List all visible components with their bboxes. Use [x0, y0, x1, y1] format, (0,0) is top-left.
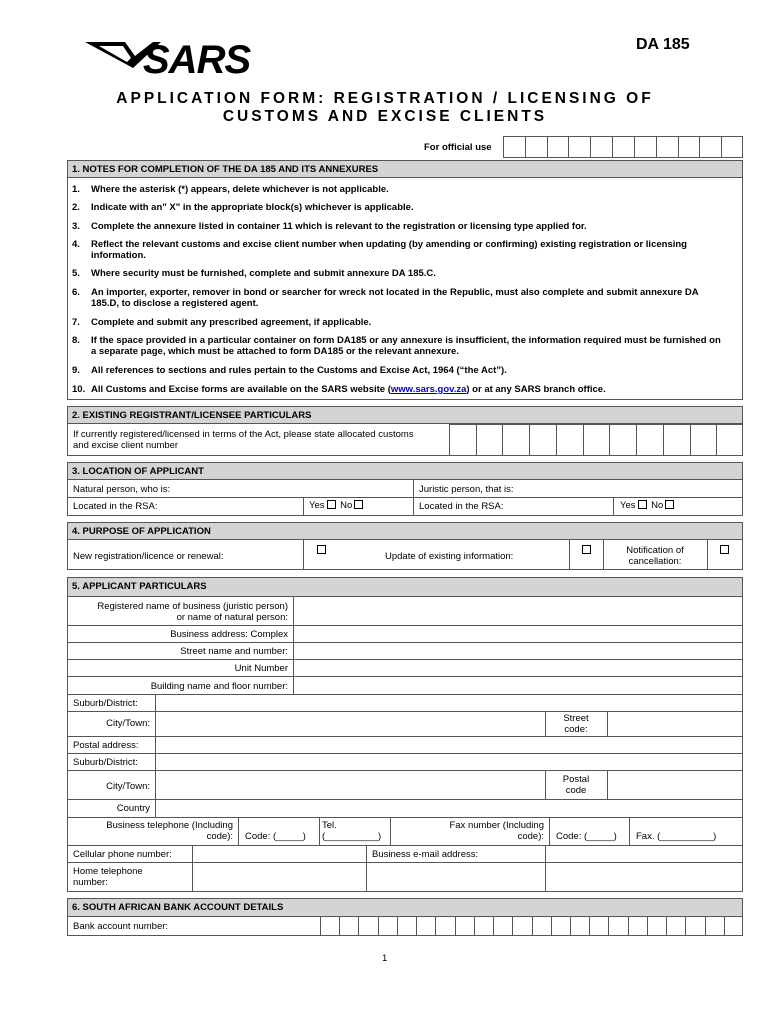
note-8-text: If the space provided in a particular container on form DA185 or any annexure is insufficient, the information required must be furnished on a separate page, which must be attached to form DA185 or the relevant annexure.	[91, 335, 721, 357]
official-use-cell-divider	[721, 136, 722, 158]
client-number-cell-divider	[636, 424, 637, 456]
postal-input[interactable]	[156, 737, 742, 753]
natural-no-label: No	[340, 500, 353, 511]
registered-name-line2: or name of natural person:	[176, 612, 288, 623]
form-code: DA 185	[636, 36, 690, 53]
note-7-num: 7.	[72, 317, 80, 328]
bank-account-cell-divider	[724, 917, 725, 936]
juristic-person-label: Juristic person, that is:	[419, 484, 514, 495]
cancellation-label: Notification of cancellation:	[626, 545, 684, 567]
postal-suburb-input[interactable]	[156, 754, 742, 770]
fax-line1: Fax number (Including	[449, 820, 544, 831]
postal-code-line1: Postal	[562, 774, 590, 785]
street-code-line2: code:	[564, 724, 588, 735]
bank-account-label: Bank account number:	[73, 921, 169, 932]
section1-frame	[67, 160, 743, 400]
juristic-located-label: Located in the RSA:	[419, 501, 504, 512]
postal-code-input[interactable]	[608, 771, 742, 799]
juristic-no-checkbox[interactable]	[665, 500, 674, 509]
sars-website-link[interactable]: www.sars.gov.za	[390, 384, 467, 395]
client-number-cell-divider	[529, 424, 530, 456]
postal-city-label: City/Town:	[106, 781, 150, 792]
official-use-cell-divider	[590, 136, 591, 158]
section4-title: 4. PURPOSE OF APPLICATION	[67, 522, 743, 540]
street-code-input[interactable]	[608, 712, 742, 736]
note-4-num: 4.	[72, 239, 80, 250]
natural-yes-no	[309, 500, 365, 511]
note-7	[74, 318, 724, 329]
client-number-boxes[interactable]	[449, 424, 743, 456]
bank-account-cell-divider	[455, 917, 456, 936]
bank-account-cell-divider	[435, 917, 436, 936]
natural-yes-checkbox[interactable]	[327, 500, 336, 509]
client-number-cell-divider	[609, 424, 610, 456]
bank-account-cell-divider	[551, 917, 552, 936]
bank-account-cell-divider	[608, 917, 609, 936]
bank-account-cell-divider	[339, 917, 340, 936]
postal-code-label	[546, 774, 606, 796]
suburb-label: Suburb/District:	[73, 698, 138, 709]
street-code-line1: Street	[563, 713, 589, 724]
note-3-num: 3.	[72, 221, 80, 232]
note-5-num: 5.	[72, 268, 80, 279]
bank-account-cell-divider	[493, 917, 494, 936]
note-5-text: Where security must be furnished, complete and submit annexure DA 185.C.	[91, 268, 436, 279]
country-input[interactable]	[156, 800, 742, 817]
client-number-cell-divider	[556, 424, 557, 456]
fax-line2: code):	[517, 831, 544, 842]
client-number-cell-divider	[502, 424, 503, 456]
bank-account-cell-divider	[512, 917, 513, 936]
postal-suburb-label: Suburb/District:	[73, 757, 138, 768]
building-label: Building name and floor number:	[150, 681, 288, 692]
home-tel-label	[73, 866, 143, 888]
section3-title: 3. LOCATION OF APPLICANT	[67, 462, 743, 480]
business-tel-number[interactable]	[322, 820, 381, 842]
bank-account-cell-divider	[685, 917, 686, 936]
cellular-input[interactable]	[193, 846, 366, 862]
registered-name-input[interactable]	[294, 598, 742, 625]
juristic-yes-no	[620, 500, 676, 511]
page-number: 1	[382, 953, 388, 964]
note-8	[74, 336, 724, 357]
note-10	[74, 385, 724, 396]
cellular-label: Cellular phone number:	[73, 849, 172, 860]
official-use-cell-divider	[547, 136, 548, 158]
complex-input[interactable]	[294, 626, 742, 642]
client-number-label: If currently registered/licensed in terms of the Act, please state allocated customs and excise client number	[73, 429, 414, 451]
bank-account-cell-divider	[628, 917, 629, 936]
juristic-no-label: No	[651, 500, 664, 511]
cancellation-checkbox[interactable]	[720, 545, 729, 554]
registered-name-label	[70, 601, 288, 623]
official-use-cell-divider	[678, 136, 679, 158]
sars-logo	[85, 38, 255, 82]
form-title-line2: CUSTOMS AND EXCISE CLIENTS	[222, 108, 548, 125]
bank-account-cell-divider	[358, 917, 359, 936]
email-label: Business e-mail address:	[372, 849, 479, 860]
section2-title: 2. EXISTING REGISTRANT/LICENSEE PARTICULARS	[67, 406, 743, 424]
business-tel-code[interactable]: Code: (_____)	[245, 831, 306, 842]
note-4	[74, 240, 724, 261]
bank-account-cell-divider	[589, 917, 590, 936]
natural-person-label: Natural person, who is:	[73, 484, 171, 495]
section1-title: 1. NOTES FOR COMPLETION OF THE DA 185 AND ITS ANNEXURES	[67, 160, 743, 178]
official-use-cell-divider	[525, 136, 526, 158]
note-1-text: Where the asterisk (*) appears, delete whichever is not applicable.	[91, 184, 389, 195]
bank-account-cell-divider	[397, 917, 398, 936]
postal-code-line2: code	[565, 785, 587, 796]
section5-title: 5. APPLICANT PARTICULARS	[67, 577, 743, 597]
city-input[interactable]	[156, 712, 545, 736]
home-tel-line2: number:	[73, 877, 108, 888]
bank-account-cell-divider	[666, 917, 667, 936]
postal-city-input[interactable]	[156, 771, 545, 799]
business-tel-line1: Business telephone (Including	[106, 820, 233, 831]
street-input[interactable]	[294, 643, 742, 659]
official-use-cell-divider	[612, 136, 613, 158]
note-10-text-b: ) or at any SARS branch office.	[466, 384, 606, 395]
note-8-num: 8.	[72, 335, 80, 346]
note-4-text: Reflect the relevant customs and excise client number when updating (by amending or confirming) existing registration or licensing information.	[91, 239, 687, 261]
official-use-cell-divider	[634, 136, 635, 158]
unit-input[interactable]	[294, 660, 742, 676]
natural-no-checkbox[interactable]	[354, 500, 363, 509]
bank-account-cell-divider	[570, 917, 571, 936]
client-number-cell-divider	[476, 424, 477, 456]
note-9	[74, 366, 724, 377]
email-input[interactable]	[546, 846, 742, 862]
new-registration-checkbox[interactable]	[317, 545, 326, 554]
juristic-yes-label: Yes	[620, 500, 636, 511]
natural-located-label: Located in the RSA:	[73, 501, 158, 512]
official-use-cell-divider	[699, 136, 700, 158]
natural-yes-label: Yes	[309, 500, 325, 511]
note-9-num: 9.	[72, 365, 80, 376]
fax-number[interactable]: Fax. (__________)	[636, 831, 717, 842]
bank-account-cell-divider	[378, 917, 379, 936]
building-input[interactable]	[294, 677, 742, 694]
business-tel-line2: code):	[206, 831, 233, 842]
postal-label: Postal address:	[73, 740, 139, 751]
bank-account-cell-divider	[647, 917, 648, 936]
official-use-cell-divider	[568, 136, 569, 158]
section6-title: 6. SOUTH AFRICAN BANK ACCOUNT DETAILS	[67, 898, 743, 917]
official-use-label: For official use	[424, 142, 492, 153]
note-6-num: 6.	[72, 287, 80, 298]
client-number-cell-divider	[583, 424, 584, 456]
country-label: Country	[116, 803, 150, 814]
note-1	[74, 185, 724, 196]
note-2	[74, 203, 724, 214]
update-info-label: Update of existing information:	[385, 551, 514, 562]
note-10-num: 10.	[72, 384, 86, 395]
note-1-num: 1.	[72, 184, 80, 195]
juristic-yes-checkbox[interactable]	[638, 500, 647, 509]
note-3-text: Complete the annexure listed in container 11 which is relevant to the registration or licensing type applied for.	[91, 221, 587, 232]
complex-label: Business address: Complex	[170, 629, 288, 640]
note-2-num: 2.	[72, 202, 80, 213]
client-number-cell-divider	[716, 424, 717, 456]
note-5	[74, 269, 724, 280]
official-use-cell-divider	[656, 136, 657, 158]
business-tel-number-line1: Tel.	[322, 820, 337, 831]
street-code-label	[546, 713, 606, 735]
bank-account-cell-divider	[416, 917, 417, 936]
suburb-input[interactable]	[156, 695, 742, 711]
client-number-cell-divider	[663, 424, 664, 456]
official-use-boxes[interactable]	[503, 136, 743, 158]
street-label: Street name and number:	[180, 646, 288, 657]
note-6	[74, 288, 724, 309]
update-info-checkbox[interactable]	[582, 545, 591, 554]
unit-label: Unit Number	[234, 663, 288, 674]
note-6-text: An importer, exporter, remover in bond or searcher for wreck not located in the Republic, must also complete and submit annexure DA 185.D, to disclose a registered agent.	[91, 287, 699, 309]
note-7-text: Complete and submit any prescribed agreement, if applicable.	[91, 317, 372, 328]
bank-account-cell-divider	[532, 917, 533, 936]
new-registration-label: New registration/licence or renewal:	[73, 551, 224, 562]
note-3	[74, 222, 724, 233]
fax-label	[395, 820, 544, 842]
logo-text: SARS	[143, 38, 251, 82]
note-10-text-a: All Customs and Excise forms are available on the SARS website (	[91, 384, 391, 395]
client-number-cell-divider	[690, 424, 691, 456]
city-label: City/Town:	[106, 718, 150, 729]
fax-code[interactable]: Code: (_____)	[556, 831, 617, 842]
note-9-text: All references to sections and rules pertain to the Customs and Excise Act, 1964 (“the Act”).	[91, 365, 507, 376]
note-2-text: Indicate with an" X" in the appropriate block(s) whichever is applicable.	[91, 202, 414, 213]
bank-account-cell-divider	[705, 917, 706, 936]
business-tel-label	[70, 820, 233, 842]
form-title-line1: APPLICATION FORM: REGISTRATION / LICENSING OF	[116, 90, 654, 107]
registered-name-line1: Registered name of business (juristic person)	[97, 601, 288, 612]
home-tel-input[interactable]	[193, 863, 366, 892]
bank-account-cell-divider	[474, 917, 475, 936]
business-tel-number-line2: (__________)	[322, 831, 382, 842]
home-tel-line1: Home telephone	[73, 866, 143, 877]
